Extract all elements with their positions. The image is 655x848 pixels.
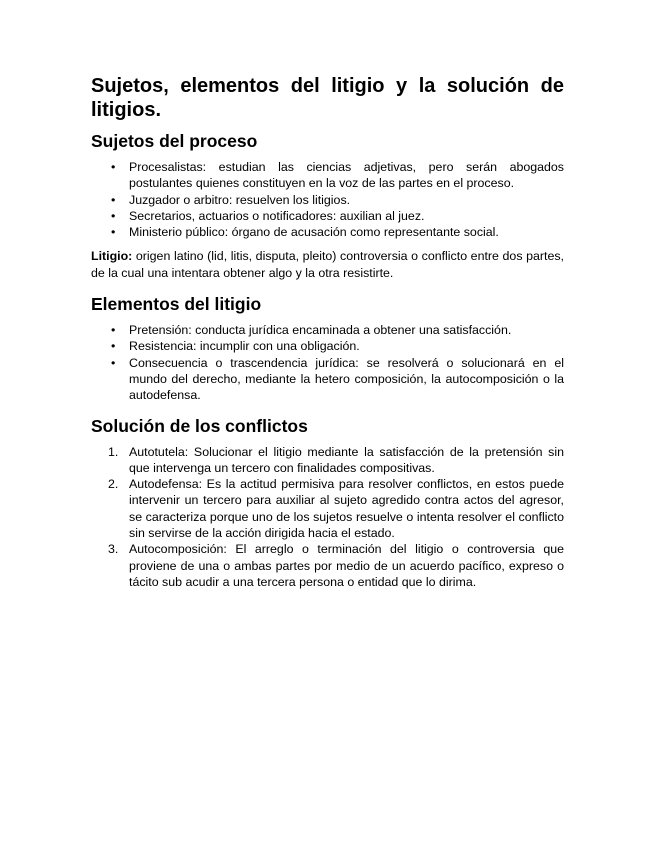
solucion-list xyxy=(91,444,564,591)
section-heading-solucion: Solución de los conflictos xyxy=(91,415,308,436)
list-item xyxy=(91,192,564,208)
bullet-icon: • xyxy=(111,160,116,174)
list-item-text: Autodefensa: Es la actitud permisiva para resolver conflictos, en estos puede intervenir un tercero para auxiliar al sujeto agredido contra actos del agresor, se caracteriza porque uno de los sujetos resuelve o intenta resolver el conflicto sin servirse de la acción dirigida hacia el estado. xyxy=(129,477,564,541)
list-number: 2. xyxy=(108,477,119,492)
bullet-icon: • xyxy=(111,208,116,223)
document-title: Sujetos, elementos del litigio y la solución de litigios. xyxy=(91,75,564,121)
section-heading-sujetos: Sujetos del proceso xyxy=(91,131,258,151)
bullet-icon: • xyxy=(111,323,116,338)
list-item-text: Juzgador o arbitro: resuelven los litigios. xyxy=(129,192,351,207)
list-item xyxy=(91,224,564,240)
list-item xyxy=(91,355,564,404)
litigio-term: Litigio: xyxy=(91,249,133,264)
list-item xyxy=(91,322,564,338)
list-number: 3. xyxy=(108,542,119,557)
list-item-text: Procesalistas: estudian las ciencias adjetivas, pero serán abogados postulantes quienes constituyen en la voz de las partes en el proceso. xyxy=(129,160,564,191)
list-item xyxy=(91,444,564,477)
bullet-icon: • xyxy=(111,355,116,370)
litigio-definition xyxy=(91,248,564,281)
bullet-icon: • xyxy=(111,192,116,207)
list-item-text: Ministerio público: órgano de acusación como representante social. xyxy=(129,225,499,240)
bullet-icon: • xyxy=(111,339,116,354)
section-heading-elementos: Elementos del litigio xyxy=(91,294,262,315)
elementos-list xyxy=(91,322,564,403)
list-item-text: Secretarios, actuarios o notificadores: auxilian al juez. xyxy=(129,208,425,223)
list-item xyxy=(91,541,564,590)
sujetos-list xyxy=(91,159,564,240)
list-item xyxy=(91,338,564,354)
list-number: 1. xyxy=(108,444,119,459)
list-item xyxy=(91,476,564,541)
list-item-text: Resistencia: incumplir con una obligación. xyxy=(129,339,360,354)
list-item-text: Consecuencia o trascendencia jurídica: se resolverá o solucionará en el mundo del derecho, mediante la hetero composición, la autocomposición o la autodefensa. xyxy=(129,355,564,403)
document-page xyxy=(91,74,564,590)
list-item-text: Pretensión: conducta jurídica encaminada a obtener una satisfacción. xyxy=(129,323,512,338)
list-item xyxy=(91,208,564,224)
list-item-text: Autocomposición: El arreglo o terminación del litigio o controversia que proviene de una o ambas partes por medio de un acuerdo pacífico, expreso o tácito sub acudir a una tercera persona o entidad que lo dirima. xyxy=(129,542,564,589)
bullet-icon: • xyxy=(111,225,116,240)
litigio-text: origen latino (lid, litis, disputa, pleito) controversia o conflicto entre dos partes, de la cual una intentara obtener algo y la otra resistirte. xyxy=(91,249,564,280)
list-item-text: Autotutela: Solucionar el litigio mediante la satisfacción de la pretensión sin que intervenga un tercero con finalidades compositivas. xyxy=(129,444,564,475)
list-item xyxy=(91,159,564,192)
